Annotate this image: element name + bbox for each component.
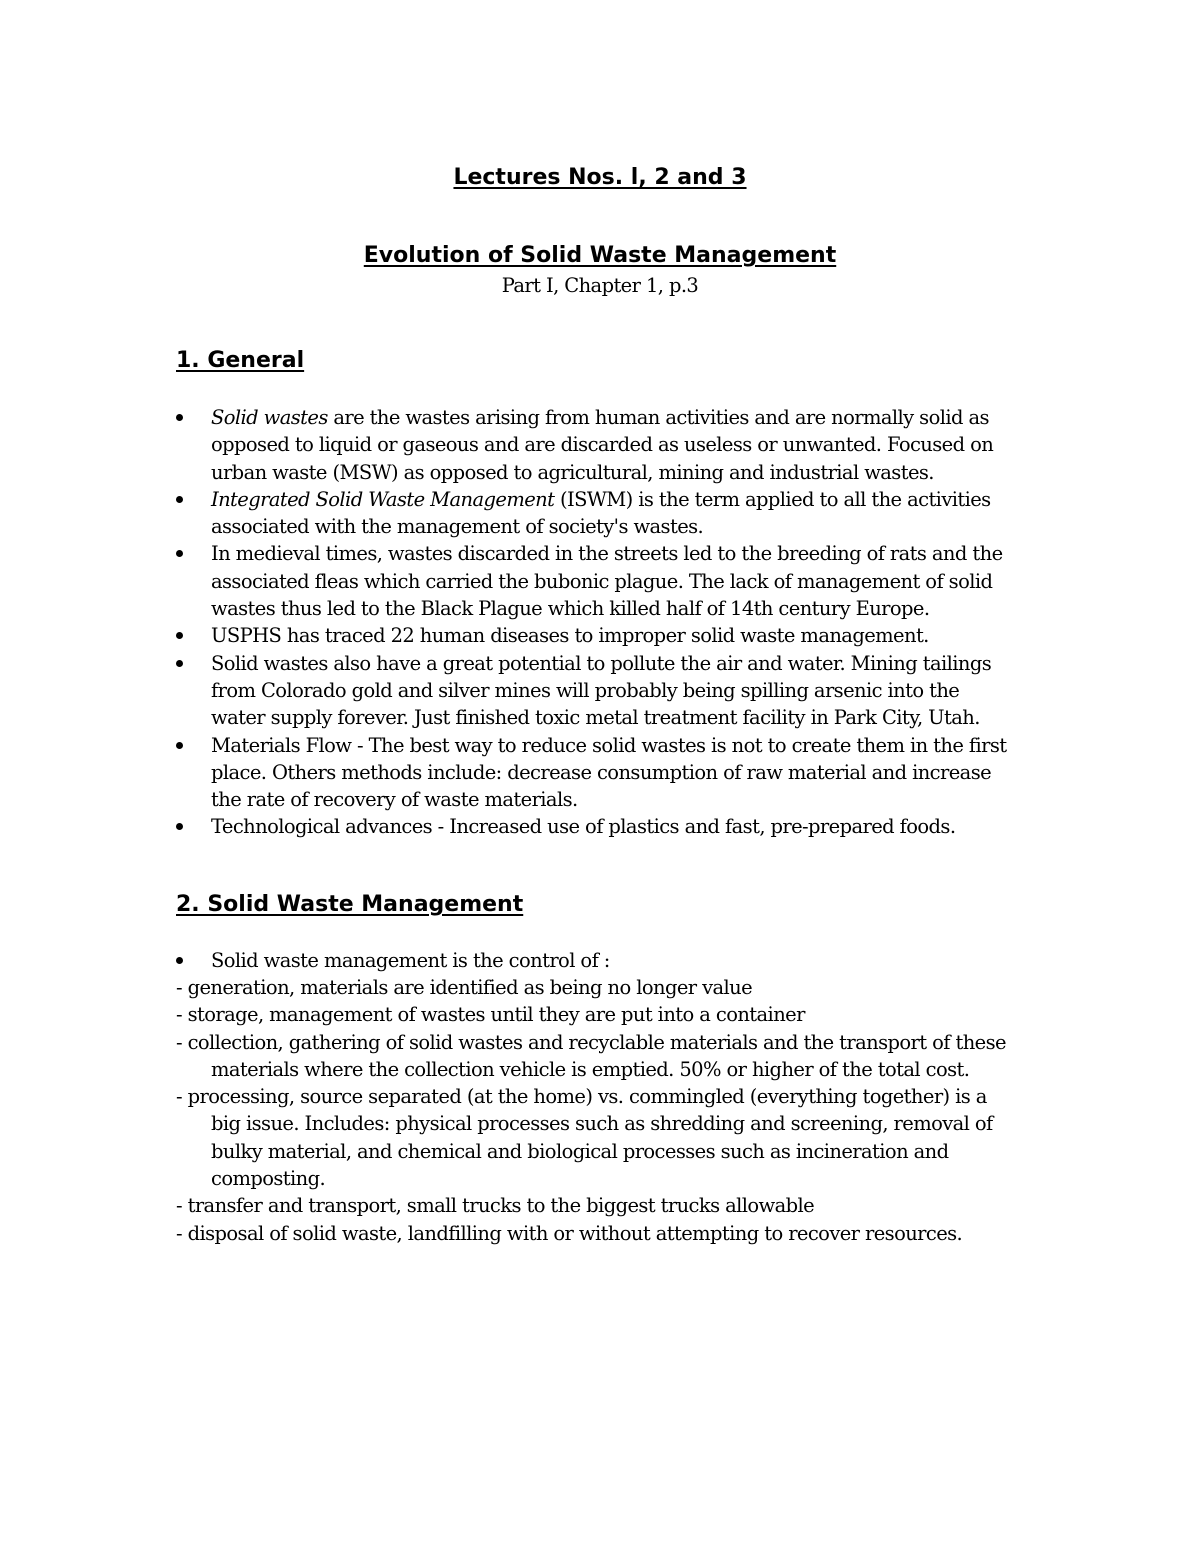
list-item-text: are the wastes arising from human activities and are normally solid as opposed to liquid or gaseous and are discarded as useless or unwanted. Focused on urban waste (MSW) as opposed to agricultural, mining and industrial wastes. [211, 406, 994, 484]
document-title: Evolution of Solid Waste Management [363, 243, 837, 268]
list-item-text: Materials Flow - The best way to reduce solid wastes is not to create them in the first place. Others methods include: decrease consumption of raw material and increase the rate of recovery of waste materials. [211, 733, 1007, 812]
list-item-text: In medieval times, wastes discarded in the streets led to the breeding of rats and the associated fleas which carried the bubonic plague. The lack of management of solid wastes thus led to the Black Plague which killed half of 14th century Europe. [211, 542, 1003, 621]
document-subtitle: Part I, Chapter 1, p.3 [501, 274, 699, 297]
emphasis-term: Solid wastes [211, 406, 328, 429]
emphasis-term: Integrated Solid Waste Management [211, 487, 555, 511]
bullet-icon [176, 550, 183, 557]
list-item [176, 732, 1036, 814]
list-item [176, 486, 1036, 541]
bullet-icon [176, 414, 183, 421]
list-item-text: Technological advances - Increased use of plastics and fast, pre-prepared foods. [211, 815, 956, 839]
list-item [176, 947, 1036, 974]
section-heading-solid-waste-management: 2. Solid Waste Management [176, 892, 524, 917]
list-item-text: Solid waste management is the control of : [211, 949, 610, 972]
dash-item: - transfer and transport, small trucks to the biggest trucks allowable [176, 1194, 815, 1218]
swm-dash-list [176, 974, 1036, 1247]
list-item [176, 540, 1036, 622]
list-item-text: Solid wastes also have a great potential to pollute the air and water. Mining tailings from Colorado gold and silver mines will probably being spilling arsenic into the water supply forever. Just finished toxic metal treatment facility in Park City, Utah. [211, 651, 992, 730]
bullet-icon [176, 632, 183, 639]
section-heading-general: 1. General [176, 348, 305, 373]
bullet-icon [176, 823, 183, 830]
swm-bullet-list [176, 947, 1036, 974]
dash-item: - generation, materials are identified as being no longer value [176, 976, 753, 999]
dash-item: - processing, source separated (at the home) vs. commingled (everything together) is a big issue. Includes: physical processes such as shredding and screening, removal of bulky material, and chemical and biological processes such as incineration and composting. [176, 1085, 993, 1191]
list-item [176, 650, 1036, 732]
lecture-title: Lectures Nos. l, 2 and 3 [453, 165, 747, 190]
bullet-icon [176, 957, 183, 964]
general-bullet-list [176, 404, 1036, 841]
dash-item: - disposal of solid waste, landfilling with or without attempting to recover resources. [176, 1221, 963, 1245]
dash-item: - storage, management of wastes until they are put into a container [176, 1003, 805, 1027]
bullet-icon [176, 742, 183, 749]
list-item-text: USPHS has traced 22 human diseases to improper solid waste management. [211, 624, 929, 648]
list-item [176, 813, 1036, 840]
list-item [176, 622, 1036, 649]
list-item-text: (ISWM) is the term applied to all the activities associated with the management of society's wastes. [211, 487, 991, 539]
dash-item: - collection, gathering of solid wastes and recyclable materials and the transport of these materials where the collection vehicle is emptied. 50% or higher of the total cost. [176, 1030, 1006, 1081]
bullet-icon [176, 660, 183, 667]
bullet-icon [176, 496, 183, 503]
list-item [176, 404, 1036, 486]
